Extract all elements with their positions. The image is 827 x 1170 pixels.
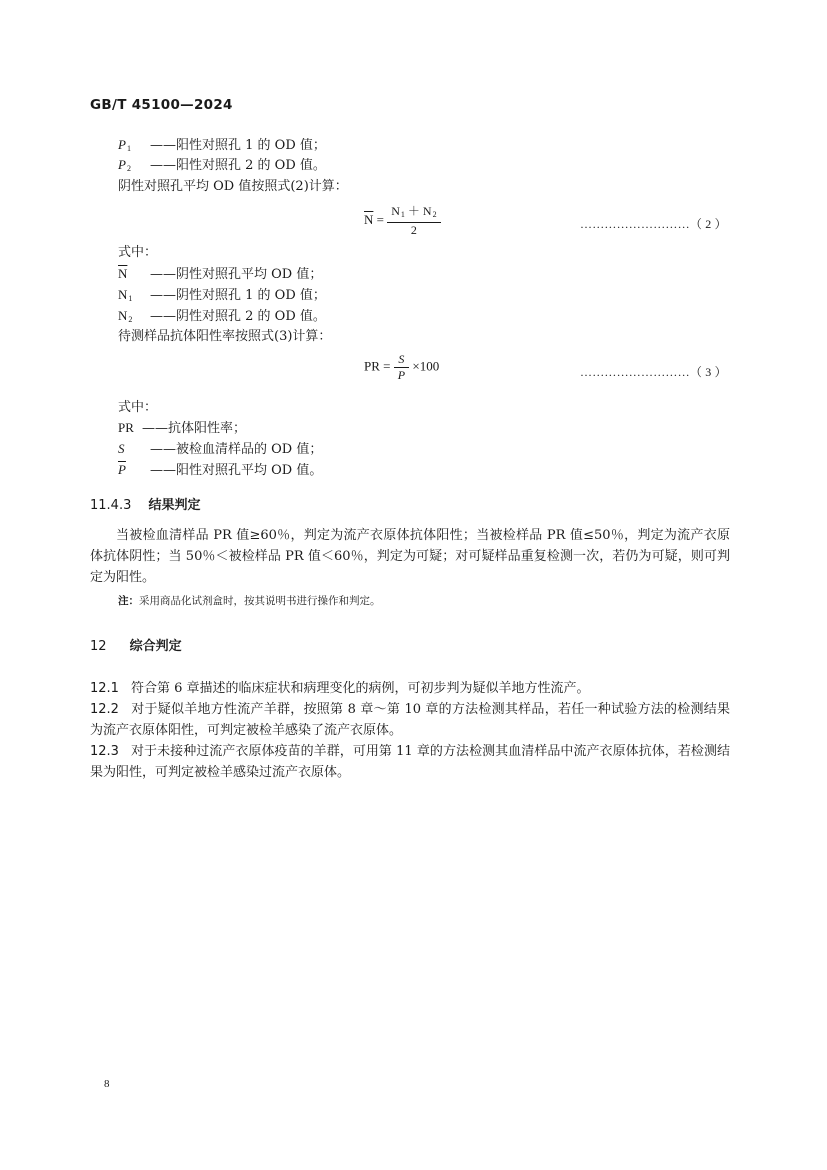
note bbox=[118, 593, 381, 608]
formula-3-number: ………………………（ 3 ） bbox=[580, 365, 727, 379]
clause-number: 12.3 bbox=[90, 744, 119, 759]
denominator: P bbox=[394, 367, 409, 383]
equals-sign: = bbox=[383, 358, 391, 374]
definition-text: ——抗体阳性率； bbox=[142, 421, 247, 436]
standard-number: GB/T 45100—2024 bbox=[90, 97, 233, 113]
formula-3-fraction bbox=[394, 352, 409, 383]
symbol: N bbox=[118, 287, 128, 302]
clause-text: 符合第 6 章描述的临床症状和病理变化的病例，可初步判为疑似羊地方性流产。 bbox=[130, 681, 590, 696]
formula-2-intro: 阴性对照孔平均 OD 值按照式(2)计算： bbox=[118, 179, 348, 194]
clause-text: 对于疑似羊地方性流产羊群，按照第 8 章～第 10 章的方法检测其样品，若任一种试验方法的检测结果为流产衣原体阳性，可判定被检羊感染了流产衣原体。 bbox=[90, 702, 730, 738]
denominator: 2 bbox=[387, 222, 440, 238]
numerator: S bbox=[398, 352, 405, 366]
subscript: 1 bbox=[128, 294, 133, 303]
subscript: 1 bbox=[126, 144, 131, 153]
formula-3-lhs: PR bbox=[364, 358, 380, 374]
definition-text: ——阳性对照孔 1 的 OD 值； bbox=[150, 138, 326, 153]
clause-text: 对于未接种过流产衣原体疫苗的羊群，可用第 11 章的方法检测其血清样品中流产衣原体抗体，若检测结果为阳性，可判定被检羊感染过流产衣原体。 bbox=[90, 744, 730, 780]
symbol: PR bbox=[118, 420, 134, 435]
definition-p-bar bbox=[118, 460, 322, 481]
subscript: 2 bbox=[128, 315, 133, 324]
clause-number: 12.2 bbox=[90, 702, 119, 717]
definition-s bbox=[118, 439, 322, 460]
clause-12-1 bbox=[90, 678, 730, 699]
formula-2-lhs: $\overline{N}$ bbox=[364, 211, 374, 227]
definition-pr bbox=[118, 418, 246, 439]
page-number: 8 bbox=[104, 1078, 110, 1090]
factor: 100 bbox=[419, 358, 440, 374]
symbol: S bbox=[118, 441, 125, 456]
symbol: $\overline{N}$ bbox=[118, 266, 128, 281]
where-label: 式中： bbox=[118, 400, 158, 415]
formula-3-intro: 待测样品抗体阳性率按照式(3)计算： bbox=[118, 329, 332, 344]
formula-3 bbox=[364, 352, 439, 383]
definition-text: ——阴性对照孔平均 OD 值； bbox=[150, 267, 323, 282]
subscript: 2 bbox=[126, 164, 131, 173]
section-number: 12 bbox=[90, 639, 107, 654]
section-title: 结果判定 bbox=[148, 498, 201, 513]
definition-text: ——被检血清样品的 OD 值； bbox=[150, 442, 323, 457]
definition-n-bar bbox=[118, 264, 322, 285]
numerator: $N_1 + N_2$ bbox=[391, 204, 437, 219]
symbol: N bbox=[118, 308, 128, 323]
times-sign: × bbox=[412, 358, 420, 374]
note-label: 注： bbox=[118, 595, 139, 607]
section-heading-11-4-3 bbox=[90, 494, 200, 513]
result-paragraph: 当被检血清样品 PR 值≥60％，判定为流产衣原体抗体阳性；当被检样品 PR 值≤50％，判定为流产衣原体抗体阴性；当 50％＜被检样品 PR 值＜60％，判定为可疑；对可疑样品重复检测一次，若仍为可疑，则可判定为阳性。 bbox=[90, 528, 730, 585]
definition-text: ——阴性对照孔 1 的 OD 值； bbox=[150, 288, 326, 303]
clause-number: 12.1 bbox=[90, 681, 119, 696]
clause-12-2 bbox=[90, 699, 730, 741]
definition-text: ——阳性对照孔 2 的 OD 值。 bbox=[150, 158, 326, 173]
note-text: 采用商品化试剂盒时，按其说明书进行操作和判定。 bbox=[139, 595, 381, 607]
section-number: 11.4.3 bbox=[90, 498, 132, 513]
symbol: P bbox=[118, 137, 126, 152]
symbol: $\overline{P}$ bbox=[118, 462, 126, 477]
formula-2-number: ………………………（ 2 ） bbox=[580, 217, 727, 231]
formula-2-fraction bbox=[387, 204, 440, 238]
where-label: 式中： bbox=[118, 245, 158, 260]
clause-12-3 bbox=[90, 741, 730, 783]
symbol: P bbox=[118, 157, 126, 172]
definition-p2 bbox=[118, 155, 326, 179]
definition-text: ——阴性对照孔 2 的 OD 值。 bbox=[150, 309, 326, 324]
equals-sign: = bbox=[376, 211, 384, 227]
section-heading-12 bbox=[90, 635, 182, 654]
formula-2 bbox=[364, 204, 441, 238]
definition-text: ——阳性对照孔平均 OD 值。 bbox=[150, 463, 323, 478]
section-title: 综合判定 bbox=[129, 639, 182, 654]
